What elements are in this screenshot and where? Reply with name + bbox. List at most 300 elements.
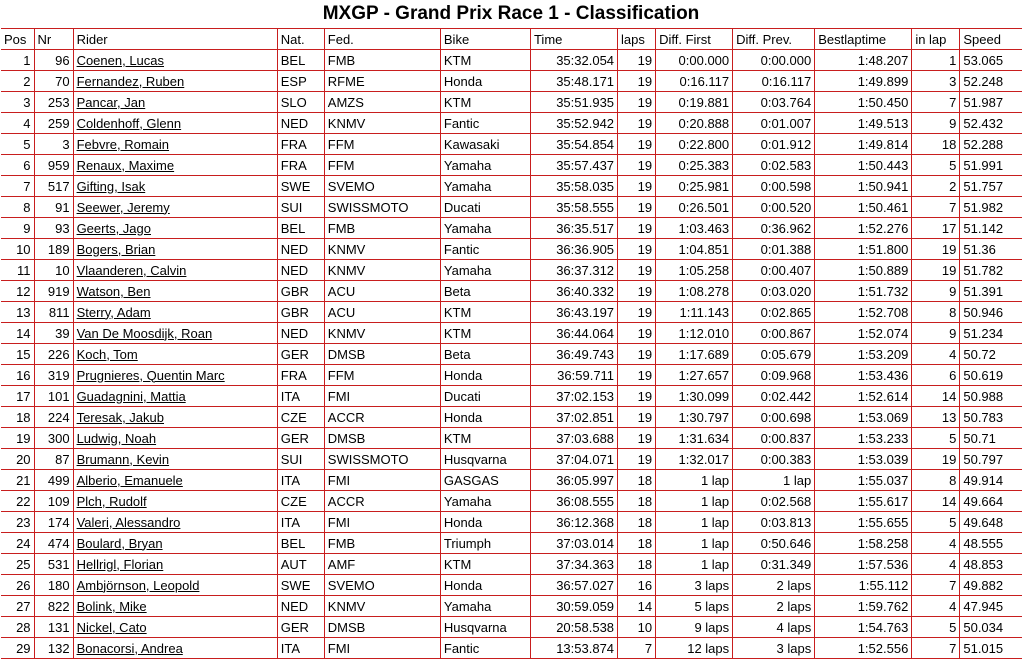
cell-nr: 180: [34, 575, 73, 596]
cell-time: 36:35.517: [530, 218, 617, 239]
rider-link[interactable]: Bonacorsi, Andrea: [76, 640, 183, 656]
cell-diff-first: 1:08.278: [656, 281, 733, 302]
cell-nat: SLO: [277, 92, 324, 113]
cell-pos: 4: [1, 113, 34, 134]
cell-rider: [73, 512, 277, 533]
cell-time: 37:34.363: [530, 554, 617, 575]
cell-time: 35:57.437: [530, 155, 617, 176]
cell-rider: [73, 218, 277, 239]
cell-bestlaptime: 1:50.889: [815, 260, 912, 281]
cell-diff-prev: 3 laps: [733, 638, 815, 659]
column-header-rider: Rider: [73, 29, 277, 50]
cell-speed: 50.034: [960, 617, 1022, 638]
cell-rider: [73, 554, 277, 575]
cell-laps: 14: [618, 596, 656, 617]
cell-laps: 19: [618, 281, 656, 302]
cell-laps: 19: [618, 197, 656, 218]
cell-bike: Ducati: [440, 197, 530, 218]
cell-laps: 19: [618, 407, 656, 428]
cell-in-lap: 13: [912, 407, 960, 428]
cell-diff-first: 1:05.258: [656, 260, 733, 281]
cell-nr: 174: [34, 512, 73, 533]
cell-speed: 51.991: [960, 155, 1022, 176]
cell-diff-first: 1 lap: [656, 491, 733, 512]
column-header-nat: Nat.: [277, 29, 324, 50]
cell-bestlaptime: 1:55.617: [815, 491, 912, 512]
cell-pos: 13: [1, 302, 34, 323]
cell-bike: Yamaha: [440, 155, 530, 176]
cell-fed: FMI: [324, 386, 440, 407]
cell-nr: 93: [34, 218, 73, 239]
cell-speed: 51.982: [960, 197, 1022, 218]
cell-nr: 91: [34, 197, 73, 218]
cell-speed: 51.142: [960, 218, 1022, 239]
table-row: [1, 197, 1022, 218]
cell-time: 37:03.688: [530, 428, 617, 449]
cell-nr: 189: [34, 239, 73, 260]
cell-bike: Honda: [440, 365, 530, 386]
table-row: [1, 428, 1022, 449]
cell-pos: 24: [1, 533, 34, 554]
cell-in-lap: 9: [912, 113, 960, 134]
cell-bestlaptime: 1:54.763: [815, 617, 912, 638]
cell-diff-prev: 0:16.117: [733, 71, 815, 92]
cell-bike: Honda: [440, 71, 530, 92]
cell-nat: NED: [277, 323, 324, 344]
cell-pos: 28: [1, 617, 34, 638]
cell-rider: [73, 344, 277, 365]
cell-fed: AMF: [324, 554, 440, 575]
cell-laps: 19: [618, 302, 656, 323]
cell-diff-prev: 0:00.000: [733, 50, 815, 71]
cell-nr: 319: [34, 365, 73, 386]
cell-pos: 3: [1, 92, 34, 113]
rider-link[interactable]: Ambjörnson, Leopold: [76, 577, 200, 593]
cell-diff-prev: 0:00.837: [733, 428, 815, 449]
cell-in-lap: 7: [912, 197, 960, 218]
cell-diff-prev: 0:02.583: [733, 155, 815, 176]
cell-laps: 18: [618, 533, 656, 554]
cell-rider: [73, 596, 277, 617]
cell-diff-first: 0:25.981: [656, 176, 733, 197]
cell-rider: [73, 491, 277, 512]
cell-rider: [73, 428, 277, 449]
table-row: [1, 113, 1022, 134]
cell-speed: 52.288: [960, 134, 1022, 155]
cell-nat: BEL: [277, 533, 324, 554]
cell-speed: 47.945: [960, 596, 1022, 617]
cell-diff-prev: 1 lap: [733, 470, 815, 491]
cell-pos: 14: [1, 323, 34, 344]
cell-diff-prev: 0:01.912: [733, 134, 815, 155]
cell-laps: 19: [618, 449, 656, 470]
cell-fed: FFM: [324, 155, 440, 176]
cell-fed: ACCR: [324, 407, 440, 428]
cell-bike: GASGAS: [440, 470, 530, 491]
cell-nr: 531: [34, 554, 73, 575]
cell-nat: FRA: [277, 365, 324, 386]
cell-pos: 27: [1, 596, 34, 617]
table-body: [1, 50, 1022, 659]
rider-link[interactable]: Guadagnini, Mattia: [76, 388, 186, 404]
cell-diff-prev: 0:01.007: [733, 113, 815, 134]
cell-bestlaptime: 1:50.461: [815, 197, 912, 218]
cell-rider: [73, 260, 277, 281]
cell-in-lap: 1: [912, 50, 960, 71]
cell-bike: KTM: [440, 50, 530, 71]
cell-speed: 51.987: [960, 92, 1022, 113]
cell-speed: 50.71: [960, 428, 1022, 449]
cell-in-lap: 19: [912, 239, 960, 260]
cell-rider: [73, 281, 277, 302]
cell-diff-prev: 0:00.867: [733, 323, 815, 344]
cell-diff-first: 0:00.000: [656, 50, 733, 71]
column-header-in-lap: in lap: [912, 29, 960, 50]
rider-link[interactable]: Ludwig, Noah: [76, 430, 157, 446]
table-row: [1, 449, 1022, 470]
cell-fed: ACU: [324, 281, 440, 302]
column-header-speed: Speed: [960, 29, 1022, 50]
rider-link[interactable]: Vlaanderen, Calvin: [76, 262, 187, 278]
cell-bestlaptime: 1:48.207: [815, 50, 912, 71]
cell-rider: [73, 71, 277, 92]
cell-time: 20:58.538: [530, 617, 617, 638]
cell-speed: 50.619: [960, 365, 1022, 386]
cell-pos: 20: [1, 449, 34, 470]
cell-pos: 23: [1, 512, 34, 533]
cell-laps: 19: [618, 260, 656, 281]
cell-speed: 49.664: [960, 491, 1022, 512]
cell-nr: 959: [34, 155, 73, 176]
cell-bestlaptime: 1:52.556: [815, 638, 912, 659]
rider-link[interactable]: Seewer, Jeremy: [76, 199, 170, 215]
cell-pos: 6: [1, 155, 34, 176]
cell-laps: 7: [618, 638, 656, 659]
rider-link[interactable]: Prugnieres, Quentin Marc: [76, 367, 225, 383]
rider-link[interactable]: Alberio, Emanuele: [76, 472, 183, 488]
cell-diff-first: 1:12.010: [656, 323, 733, 344]
cell-time: 36:59.711: [530, 365, 617, 386]
cell-diff-first: 1 lap: [656, 533, 733, 554]
cell-nat: SWE: [277, 575, 324, 596]
cell-bestlaptime: 1:52.074: [815, 323, 912, 344]
cell-bike: KTM: [440, 428, 530, 449]
cell-pos: 18: [1, 407, 34, 428]
cell-in-lap: 7: [912, 638, 960, 659]
cell-in-lap: 8: [912, 470, 960, 491]
cell-bestlaptime: 1:50.443: [815, 155, 912, 176]
cell-time: 35:58.555: [530, 197, 617, 218]
cell-diff-prev: 0:01.388: [733, 239, 815, 260]
cell-diff-first: 3 laps: [656, 575, 733, 596]
cell-rider: [73, 92, 277, 113]
cell-diff-first: 0:19.881: [656, 92, 733, 113]
cell-diff-prev: 0:00.383: [733, 449, 815, 470]
cell-bike: Husqvarna: [440, 449, 530, 470]
cell-bike: Ducati: [440, 386, 530, 407]
cell-diff-first: 12 laps: [656, 638, 733, 659]
cell-time: 35:54.854: [530, 134, 617, 155]
column-header-laps: laps: [618, 29, 656, 50]
cell-rider: [73, 575, 277, 596]
cell-fed: FMI: [324, 512, 440, 533]
cell-in-lap: 7: [912, 92, 960, 113]
column-header-diff-prev: Diff. Prev.: [733, 29, 815, 50]
table-row: [1, 575, 1022, 596]
cell-time: 35:52.942: [530, 113, 617, 134]
rider-link[interactable]: Coenen, Lucas: [76, 52, 165, 68]
cell-pos: 29: [1, 638, 34, 659]
column-header-bestlaptime: Bestlaptime: [815, 29, 912, 50]
cell-time: 37:03.014: [530, 533, 617, 554]
rider-link[interactable]: Nickel, Cato: [76, 619, 147, 635]
cell-nr: 253: [34, 92, 73, 113]
cell-nat: NED: [277, 596, 324, 617]
rider-link[interactable]: Coldenhoff, Glenn: [76, 115, 182, 131]
cell-time: 36:12.368: [530, 512, 617, 533]
cell-fed: FFM: [324, 365, 440, 386]
classification-table: [1, 28, 1022, 659]
cell-in-lap: 18: [912, 134, 960, 155]
cell-time: 36:57.027: [530, 575, 617, 596]
cell-in-lap: 9: [912, 323, 960, 344]
cell-laps: 19: [618, 218, 656, 239]
cell-bike: Honda: [440, 407, 530, 428]
cell-diff-first: 0:26.501: [656, 197, 733, 218]
column-header-pos: Pos: [1, 29, 34, 50]
cell-nr: 87: [34, 449, 73, 470]
cell-nat: SUI: [277, 449, 324, 470]
rider-link[interactable]: Koch, Tom: [76, 346, 138, 362]
cell-nat: CZE: [277, 491, 324, 512]
cell-fed: SVEMO: [324, 575, 440, 596]
cell-pos: 1: [1, 50, 34, 71]
cell-laps: 19: [618, 176, 656, 197]
cell-diff-prev: 0:00.698: [733, 407, 815, 428]
rider-link[interactable]: Boulard, Bryan: [76, 535, 163, 551]
cell-pos: 12: [1, 281, 34, 302]
cell-bike: Kawasaki: [440, 134, 530, 155]
cell-fed: DMSB: [324, 344, 440, 365]
rider-link[interactable]: Van De Moosdijk, Roan: [76, 325, 213, 341]
cell-nr: 10: [34, 260, 73, 281]
cell-bestlaptime: 1:53.069: [815, 407, 912, 428]
cell-in-lap: 5: [912, 617, 960, 638]
cell-diff-first: 0:20.888: [656, 113, 733, 134]
rider-link[interactable]: Geerts, Jago: [76, 220, 151, 236]
cell-rider: [73, 176, 277, 197]
cell-pos: 10: [1, 239, 34, 260]
cell-fed: RFME: [324, 71, 440, 92]
cell-rider: [73, 638, 277, 659]
cell-nat: FRA: [277, 134, 324, 155]
cell-speed: 50.797: [960, 449, 1022, 470]
cell-nat: SUI: [277, 197, 324, 218]
cell-diff-prev: 0:02.442: [733, 386, 815, 407]
rider-link[interactable]: Plch, Rudolf: [76, 493, 147, 509]
cell-pos: 7: [1, 176, 34, 197]
table-row: [1, 50, 1022, 71]
cell-nr: 822: [34, 596, 73, 617]
cell-nat: NED: [277, 239, 324, 260]
cell-nat: FRA: [277, 155, 324, 176]
cell-diff-prev: 0:09.968: [733, 365, 815, 386]
cell-time: 37:04.071: [530, 449, 617, 470]
cell-rider: [73, 365, 277, 386]
cell-rider: [73, 155, 277, 176]
cell-diff-first: 0:16.117: [656, 71, 733, 92]
cell-speed: 52.248: [960, 71, 1022, 92]
column-header-diff-first: Diff. First: [656, 29, 733, 50]
cell-diff-prev: 4 laps: [733, 617, 815, 638]
cell-laps: 18: [618, 470, 656, 491]
cell-laps: 10: [618, 617, 656, 638]
cell-speed: 51.234: [960, 323, 1022, 344]
cell-diff-first: 1 lap: [656, 512, 733, 533]
cell-nat: NED: [277, 113, 324, 134]
cell-bestlaptime: 1:50.450: [815, 92, 912, 113]
table-row: [1, 176, 1022, 197]
rider-link[interactable]: Teresak, Jakub: [76, 409, 164, 425]
rider-link[interactable]: Watson, Ben: [76, 283, 151, 299]
cell-bike: Beta: [440, 281, 530, 302]
cell-diff-first: 0:22.800: [656, 134, 733, 155]
cell-laps: 19: [618, 155, 656, 176]
cell-laps: 16: [618, 575, 656, 596]
cell-bestlaptime: 1:52.276: [815, 218, 912, 239]
cell-bike: Honda: [440, 575, 530, 596]
cell-speed: 51.015: [960, 638, 1022, 659]
cell-nat: SWE: [277, 176, 324, 197]
cell-pos: 2: [1, 71, 34, 92]
cell-diff-first: 1:30.099: [656, 386, 733, 407]
cell-time: 36:05.997: [530, 470, 617, 491]
cell-laps: 19: [618, 134, 656, 155]
cell-in-lap: 19: [912, 260, 960, 281]
cell-diff-first: 1:04.851: [656, 239, 733, 260]
cell-fed: SWISSMOTO: [324, 197, 440, 218]
cell-fed: KNMV: [324, 260, 440, 281]
cell-bestlaptime: 1:53.233: [815, 428, 912, 449]
table-row: [1, 323, 1022, 344]
cell-nr: 224: [34, 407, 73, 428]
cell-bestlaptime: 1:51.800: [815, 239, 912, 260]
table-row: [1, 344, 1022, 365]
cell-nat: GER: [277, 428, 324, 449]
rider-link[interactable]: Febvre, Romain: [76, 136, 170, 152]
cell-diff-prev: 0:02.865: [733, 302, 815, 323]
cell-bike: Yamaha: [440, 260, 530, 281]
cell-pos: 8: [1, 197, 34, 218]
cell-in-lap: 5: [912, 155, 960, 176]
cell-diff-prev: 0:00.407: [733, 260, 815, 281]
rider-link[interactable]: Pancar, Jan: [76, 94, 146, 110]
cell-nat: GER: [277, 617, 324, 638]
cell-fed: KNMV: [324, 239, 440, 260]
cell-speed: 49.882: [960, 575, 1022, 596]
table-row: [1, 491, 1022, 512]
cell-bike: KTM: [440, 554, 530, 575]
cell-in-lap: 4: [912, 533, 960, 554]
cell-diff-first: 1:32.017: [656, 449, 733, 470]
cell-diff-first: 1:27.657: [656, 365, 733, 386]
cell-rider: [73, 533, 277, 554]
table-row: [1, 365, 1022, 386]
cell-fed: KNMV: [324, 596, 440, 617]
cell-bestlaptime: 1:51.732: [815, 281, 912, 302]
cell-nat: GBR: [277, 281, 324, 302]
cell-nr: 132: [34, 638, 73, 659]
cell-fed: KNMV: [324, 113, 440, 134]
cell-bike: Yamaha: [440, 176, 530, 197]
cell-diff-prev: 0:36.962: [733, 218, 815, 239]
cell-nat: GER: [277, 344, 324, 365]
cell-bike: KTM: [440, 323, 530, 344]
cell-bestlaptime: 1:53.039: [815, 449, 912, 470]
cell-rider: [73, 449, 277, 470]
cell-diff-prev: 0:05.679: [733, 344, 815, 365]
rider-link[interactable]: Renaux, Maxime: [76, 157, 175, 173]
rider-link[interactable]: Valeri, Alessandro: [76, 514, 181, 530]
cell-bestlaptime: 1:58.258: [815, 533, 912, 554]
cell-time: 36:44.064: [530, 323, 617, 344]
cell-diff-first: 1:31.634: [656, 428, 733, 449]
cell-nat: GBR: [277, 302, 324, 323]
cell-in-lap: 3: [912, 71, 960, 92]
cell-nat: CZE: [277, 407, 324, 428]
cell-bestlaptime: 1:55.112: [815, 575, 912, 596]
cell-diff-prev: 0:50.646: [733, 533, 815, 554]
cell-bestlaptime: 1:49.513: [815, 113, 912, 134]
rider-link[interactable]: Sterry, Adam: [76, 304, 151, 320]
cell-nat: ITA: [277, 470, 324, 491]
cell-laps: 19: [618, 323, 656, 344]
cell-diff-prev: 0:03.020: [733, 281, 815, 302]
cell-diff-prev: 2 laps: [733, 575, 815, 596]
cell-bike: Yamaha: [440, 596, 530, 617]
rider-link[interactable]: Brumann, Kevin: [76, 451, 170, 467]
table-row: [1, 512, 1022, 533]
cell-in-lap: 4: [912, 596, 960, 617]
rider-link[interactable]: Gifting, Isak: [76, 178, 146, 194]
cell-in-lap: 2: [912, 176, 960, 197]
cell-laps: 19: [618, 239, 656, 260]
rider-link[interactable]: Fernandez, Ruben: [76, 73, 185, 89]
rider-link[interactable]: Bolink, Mike: [76, 598, 147, 614]
cell-diff-prev: 0:02.568: [733, 491, 815, 512]
cell-bike: Beta: [440, 344, 530, 365]
cell-rider: [73, 302, 277, 323]
cell-diff-prev: 0:03.813: [733, 512, 815, 533]
cell-bestlaptime: 1:55.037: [815, 470, 912, 491]
table-row: [1, 533, 1022, 554]
cell-fed: DMSB: [324, 617, 440, 638]
rider-link[interactable]: Hellrigl, Florian: [76, 556, 164, 572]
cell-in-lap: 19: [912, 449, 960, 470]
cell-speed: 51.391: [960, 281, 1022, 302]
cell-diff-first: 1 lap: [656, 470, 733, 491]
rider-link[interactable]: Bogers, Brian: [76, 241, 156, 257]
cell-nr: 474: [34, 533, 73, 554]
cell-bike: KTM: [440, 302, 530, 323]
cell-bike: KTM: [440, 92, 530, 113]
cell-pos: 19: [1, 428, 34, 449]
cell-speed: 49.914: [960, 470, 1022, 491]
cell-diff-prev: 0:31.349: [733, 554, 815, 575]
column-header-time: Time: [530, 29, 617, 50]
cell-time: 37:02.153: [530, 386, 617, 407]
table-row: [1, 92, 1022, 113]
